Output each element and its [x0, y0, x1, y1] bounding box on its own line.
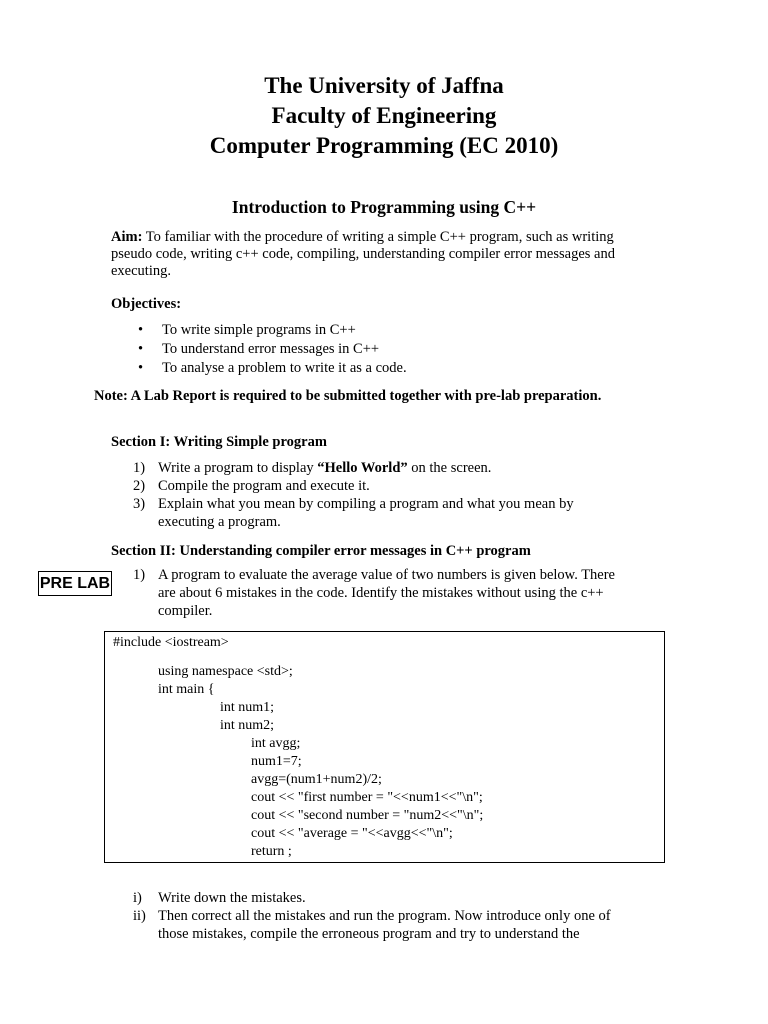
- section-1-heading: Section I: Writing Simple program: [111, 434, 327, 450]
- item-number: 1): [133, 460, 146, 476]
- section-2-item-1-line-2: are about 6 mistakes in the code. Identify the mistakes without using the c++: [158, 585, 604, 601]
- code-line: num1=7;: [251, 754, 302, 769]
- sub-item-number: i): [133, 890, 142, 906]
- code-line: #include <iostream>: [113, 635, 229, 650]
- bullet: •: [138, 322, 144, 338]
- sub-item-2-line-2: those mistakes, compile the erroneous program and try to understand the: [158, 926, 580, 942]
- item-number: 1): [133, 567, 146, 583]
- code-line: int num1;: [220, 700, 275, 715]
- item-number: 3): [133, 496, 146, 512]
- course-title: Computer Programming (EC 2010): [209, 133, 559, 158]
- sub-item-number: ii): [133, 908, 146, 924]
- section-1-item-3-line-2: executing a program.: [158, 514, 281, 530]
- item-1-pre: Write a program to display: [158, 460, 318, 476]
- section-2-item-1-line-3: compiler.: [158, 603, 213, 619]
- code-line: cout << "second number = "num2<<"\n";: [251, 808, 484, 823]
- aim-line-2: pseudo code, writing c++ code, compiling, understanding compiler error messages and: [111, 246, 615, 262]
- code-line: using namespace <std>;: [158, 664, 293, 679]
- aim-label: Aim:: [111, 229, 143, 245]
- objectives-heading: Objectives:: [111, 296, 182, 312]
- objective-item: To analyse a problem to write it as a code.: [162, 360, 407, 376]
- sub-item-1: Write down the mistakes.: [158, 890, 306, 906]
- item-1-post: on the screen.: [407, 460, 492, 476]
- sub-item-2-line-1: Then correct all the mistakes and run the program. Now introduce only one of: [158, 908, 611, 924]
- lab-report-note: Note: A Lab Report is required to be submitted together with pre-lab preparation.: [94, 388, 602, 404]
- bullet: •: [138, 360, 144, 376]
- code-line: avgg=(num1+num2)/2;: [251, 772, 382, 787]
- code-line: return ;: [251, 844, 292, 859]
- pre-lab-badge: PRE LAB: [38, 571, 112, 596]
- item-number: 2): [133, 478, 146, 494]
- section-1-item-3-line-1: Explain what you mean by compiling a program and what you mean by: [158, 496, 574, 512]
- code-line: cout << "first number = "<<num1<<"\n";: [251, 790, 483, 805]
- university-title: The University of Jaffna: [264, 73, 504, 98]
- code-box: [104, 631, 665, 863]
- section-1-item-2: Compile the program and execute it.: [158, 478, 370, 494]
- code-line: int num2;: [220, 718, 275, 733]
- code-line: int avgg;: [251, 736, 301, 751]
- aim-line-3: executing.: [111, 263, 171, 279]
- lab-title: Introduction to Programming using C++: [231, 197, 537, 217]
- aim-line-1: To familiar with the procedure of writing a simple C++ program, such as writing: [145, 229, 614, 245]
- code-line: int main {: [158, 682, 215, 697]
- objective-item: To write simple programs in C++: [162, 322, 356, 338]
- objectives-list: [138, 322, 638, 382]
- faculty-title: Faculty of Engineering: [271, 103, 497, 128]
- code-line: cout << "average = "<<avgg<<"\n";: [251, 826, 453, 841]
- objective-item: To understand error messages in C++: [162, 341, 380, 357]
- section-2-item-1-line-1: A program to evaluate the average value of two numbers is given below. There: [158, 567, 615, 583]
- bullet: •: [138, 341, 144, 357]
- section-2-heading: Section II: Understanding compiler error messages in C++ program: [111, 543, 531, 559]
- section-1-item-1: [158, 460, 491, 477]
- aim-paragraph: [111, 229, 671, 280]
- hello-world-text: “Hello World”: [317, 460, 408, 476]
